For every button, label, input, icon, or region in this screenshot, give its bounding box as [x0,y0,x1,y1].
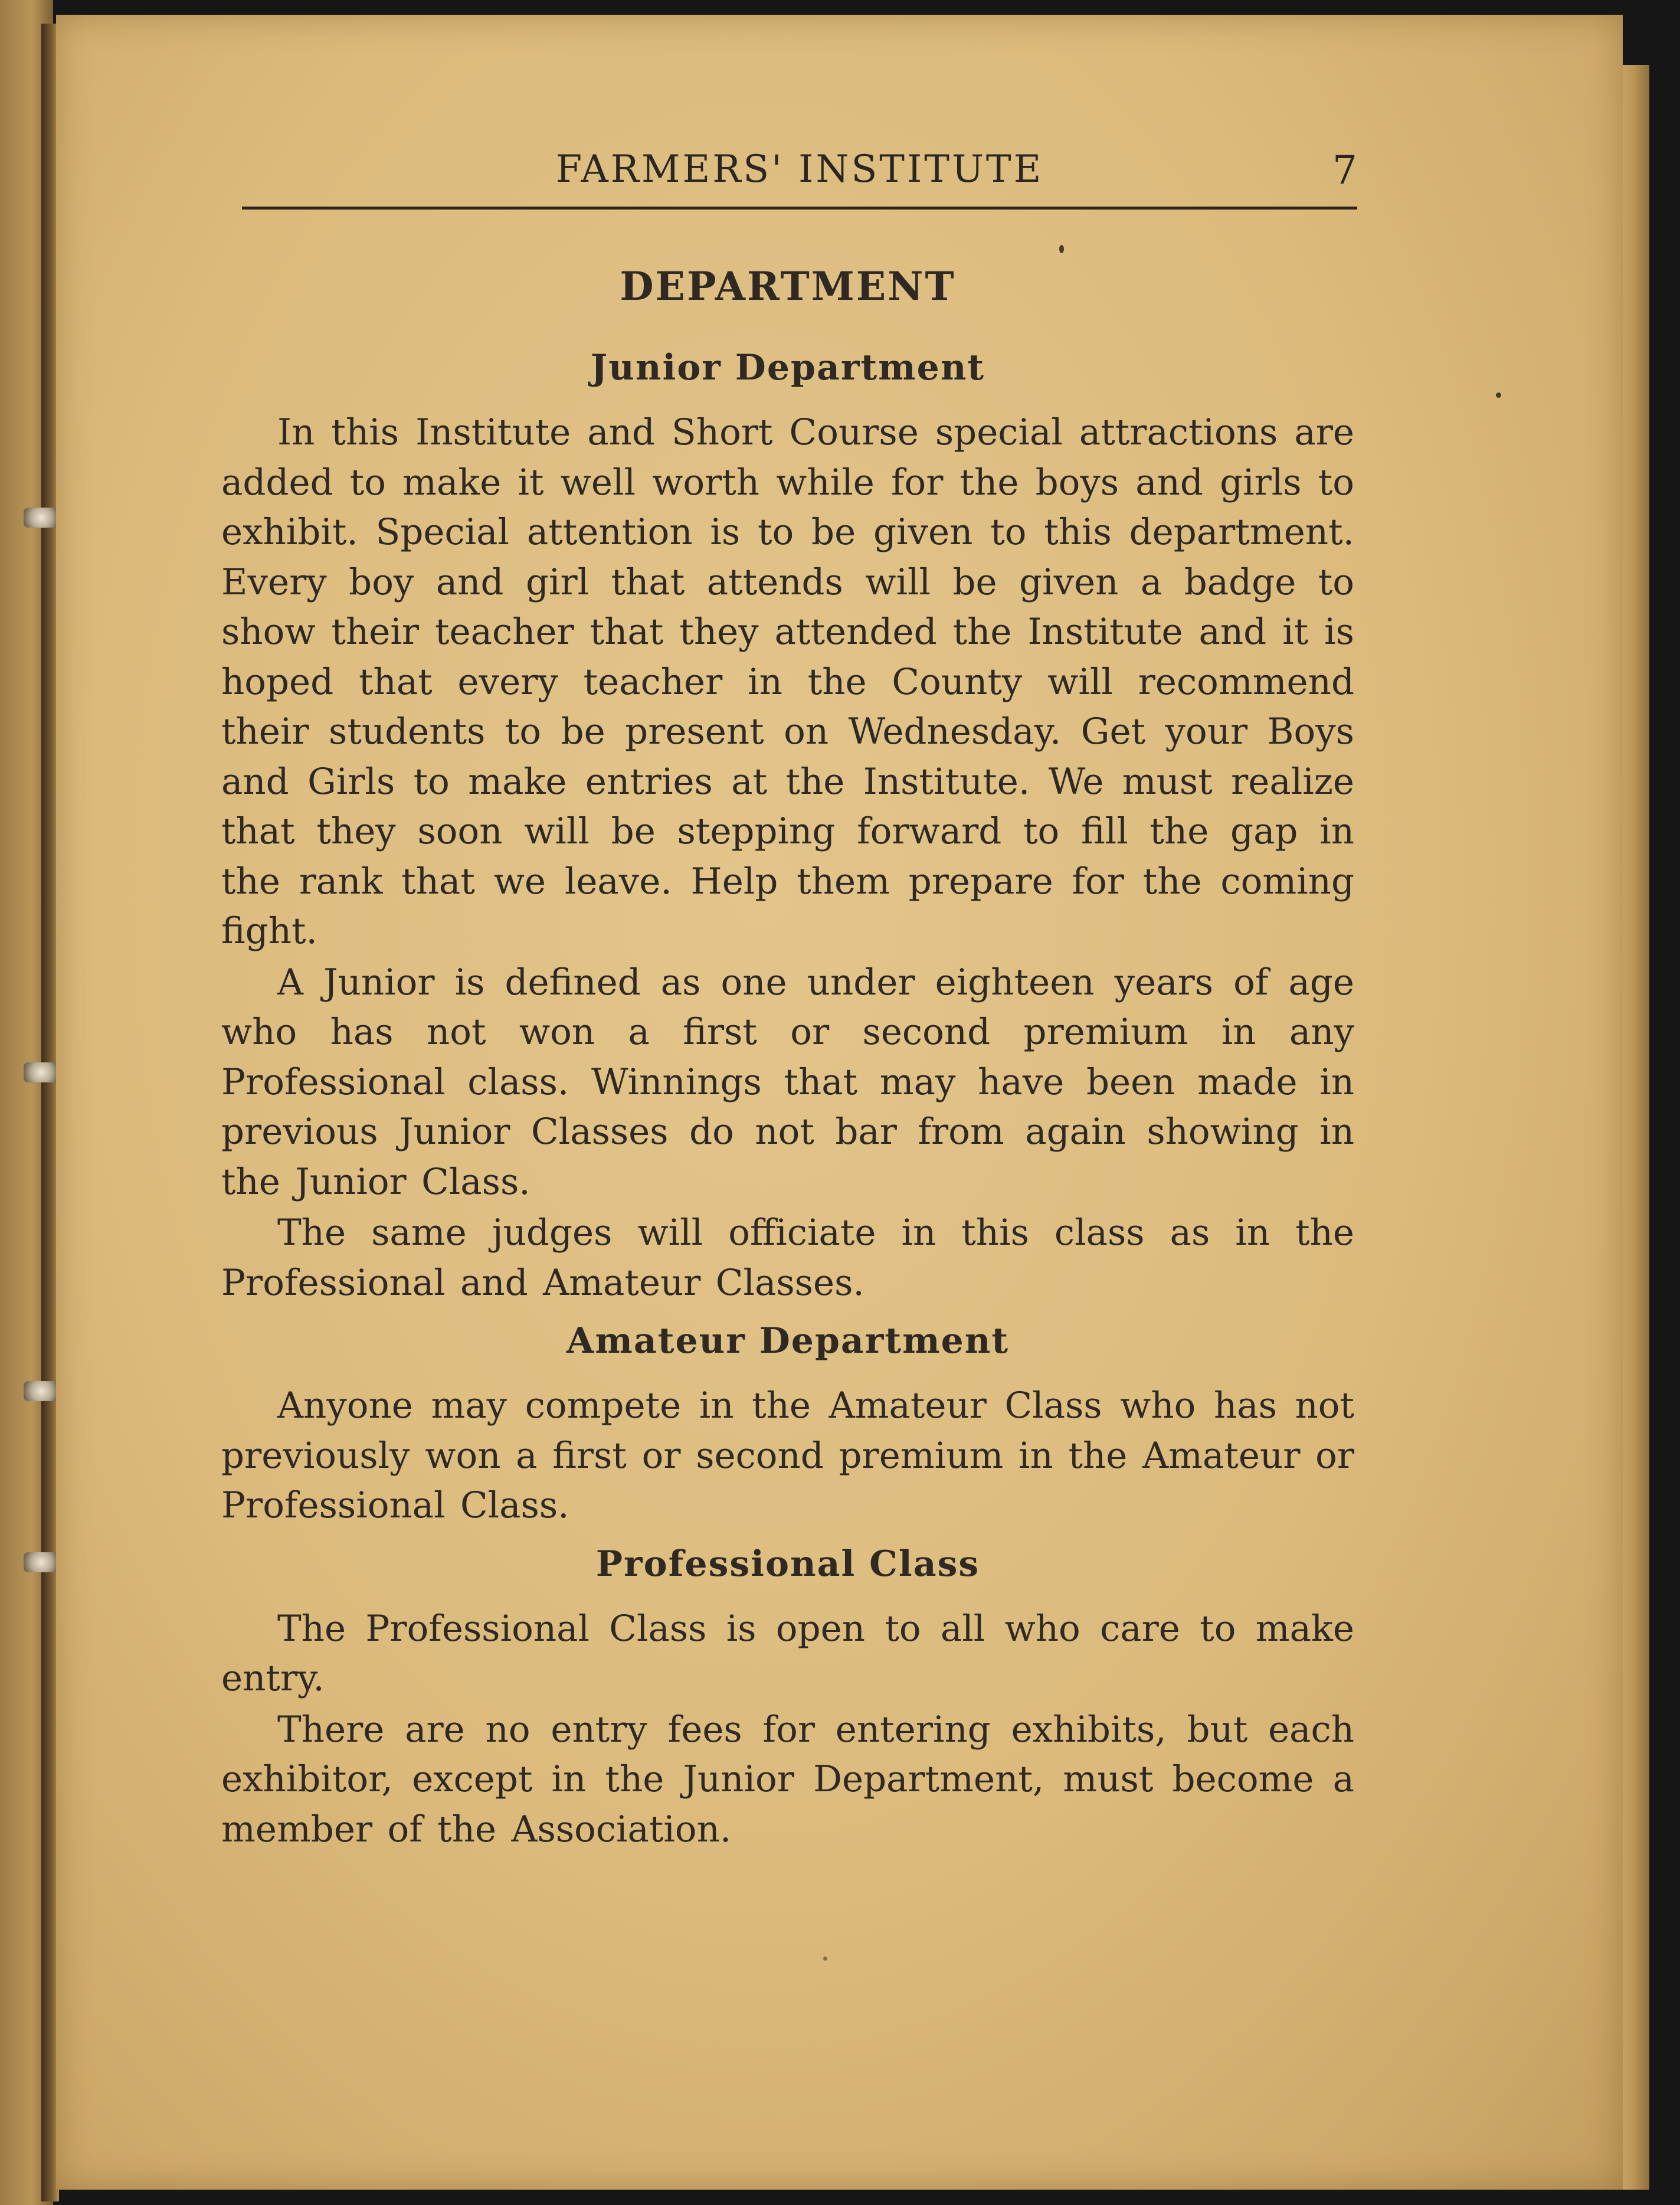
staple [24,1381,59,1401]
staple [24,508,59,528]
page-header [242,142,1357,210]
section-heading-junior: Junior Department [590,347,985,388]
section-heading-professional: Professional Class [595,1543,980,1585]
running-title: FARMERS' INSTITUTE [555,148,1044,191]
paragraph: In this Institute and Short Course special attractions are added to make it well worth while for the boys and girls to exhibit. Special attention is to be given to this department. Every boy and girl that attends will be given a badge to show their teacher that they attended the Institute and it is hoped that every teacher in the County will recommend their students to be present on Wednesday. Get your Boys and Girls to make entries at the Institute. We must realize that they soon will be stepping forward to fill the gap in the rank that we leave. Help them prepare for the coming fight. [221,411,1354,952]
staple [24,1552,59,1572]
paragraph: There are no entry fees for entering exhibits, but each exhibitor, except in the Junior Department, must become a member of the Association. [221,1708,1354,1850]
page-body [221,257,1354,1854]
paragraph: A Junior is defined as one under eighteen years of age who has not won a first or second premium in any Professional class. Winnings that may have been made in previous Junior Classes do not bar from again showing in the Junior Class. [221,961,1354,1203]
staple [24,1062,59,1082]
document-title: DEPARTMENT [620,263,956,309]
paragraph: The same judges will officiate in this class as in the Professional and Amateur Classes. [221,1212,1354,1304]
ink-speck [1496,392,1501,398]
paragraph: The Professional Class is open to all who care to make entry. [221,1607,1354,1699]
section-heading-amateur: Amateur Department [566,1320,1010,1362]
right-page-edge [1620,65,1649,2190]
ink-speck [823,1957,827,1961]
ink-speck [1059,245,1064,253]
paragraph: Anyone may compete in the Amateur Class who has not previously won a first or second premium in the Amateur or Professional Class. [221,1385,1354,1526]
page-number: 7 [1332,148,1357,193]
